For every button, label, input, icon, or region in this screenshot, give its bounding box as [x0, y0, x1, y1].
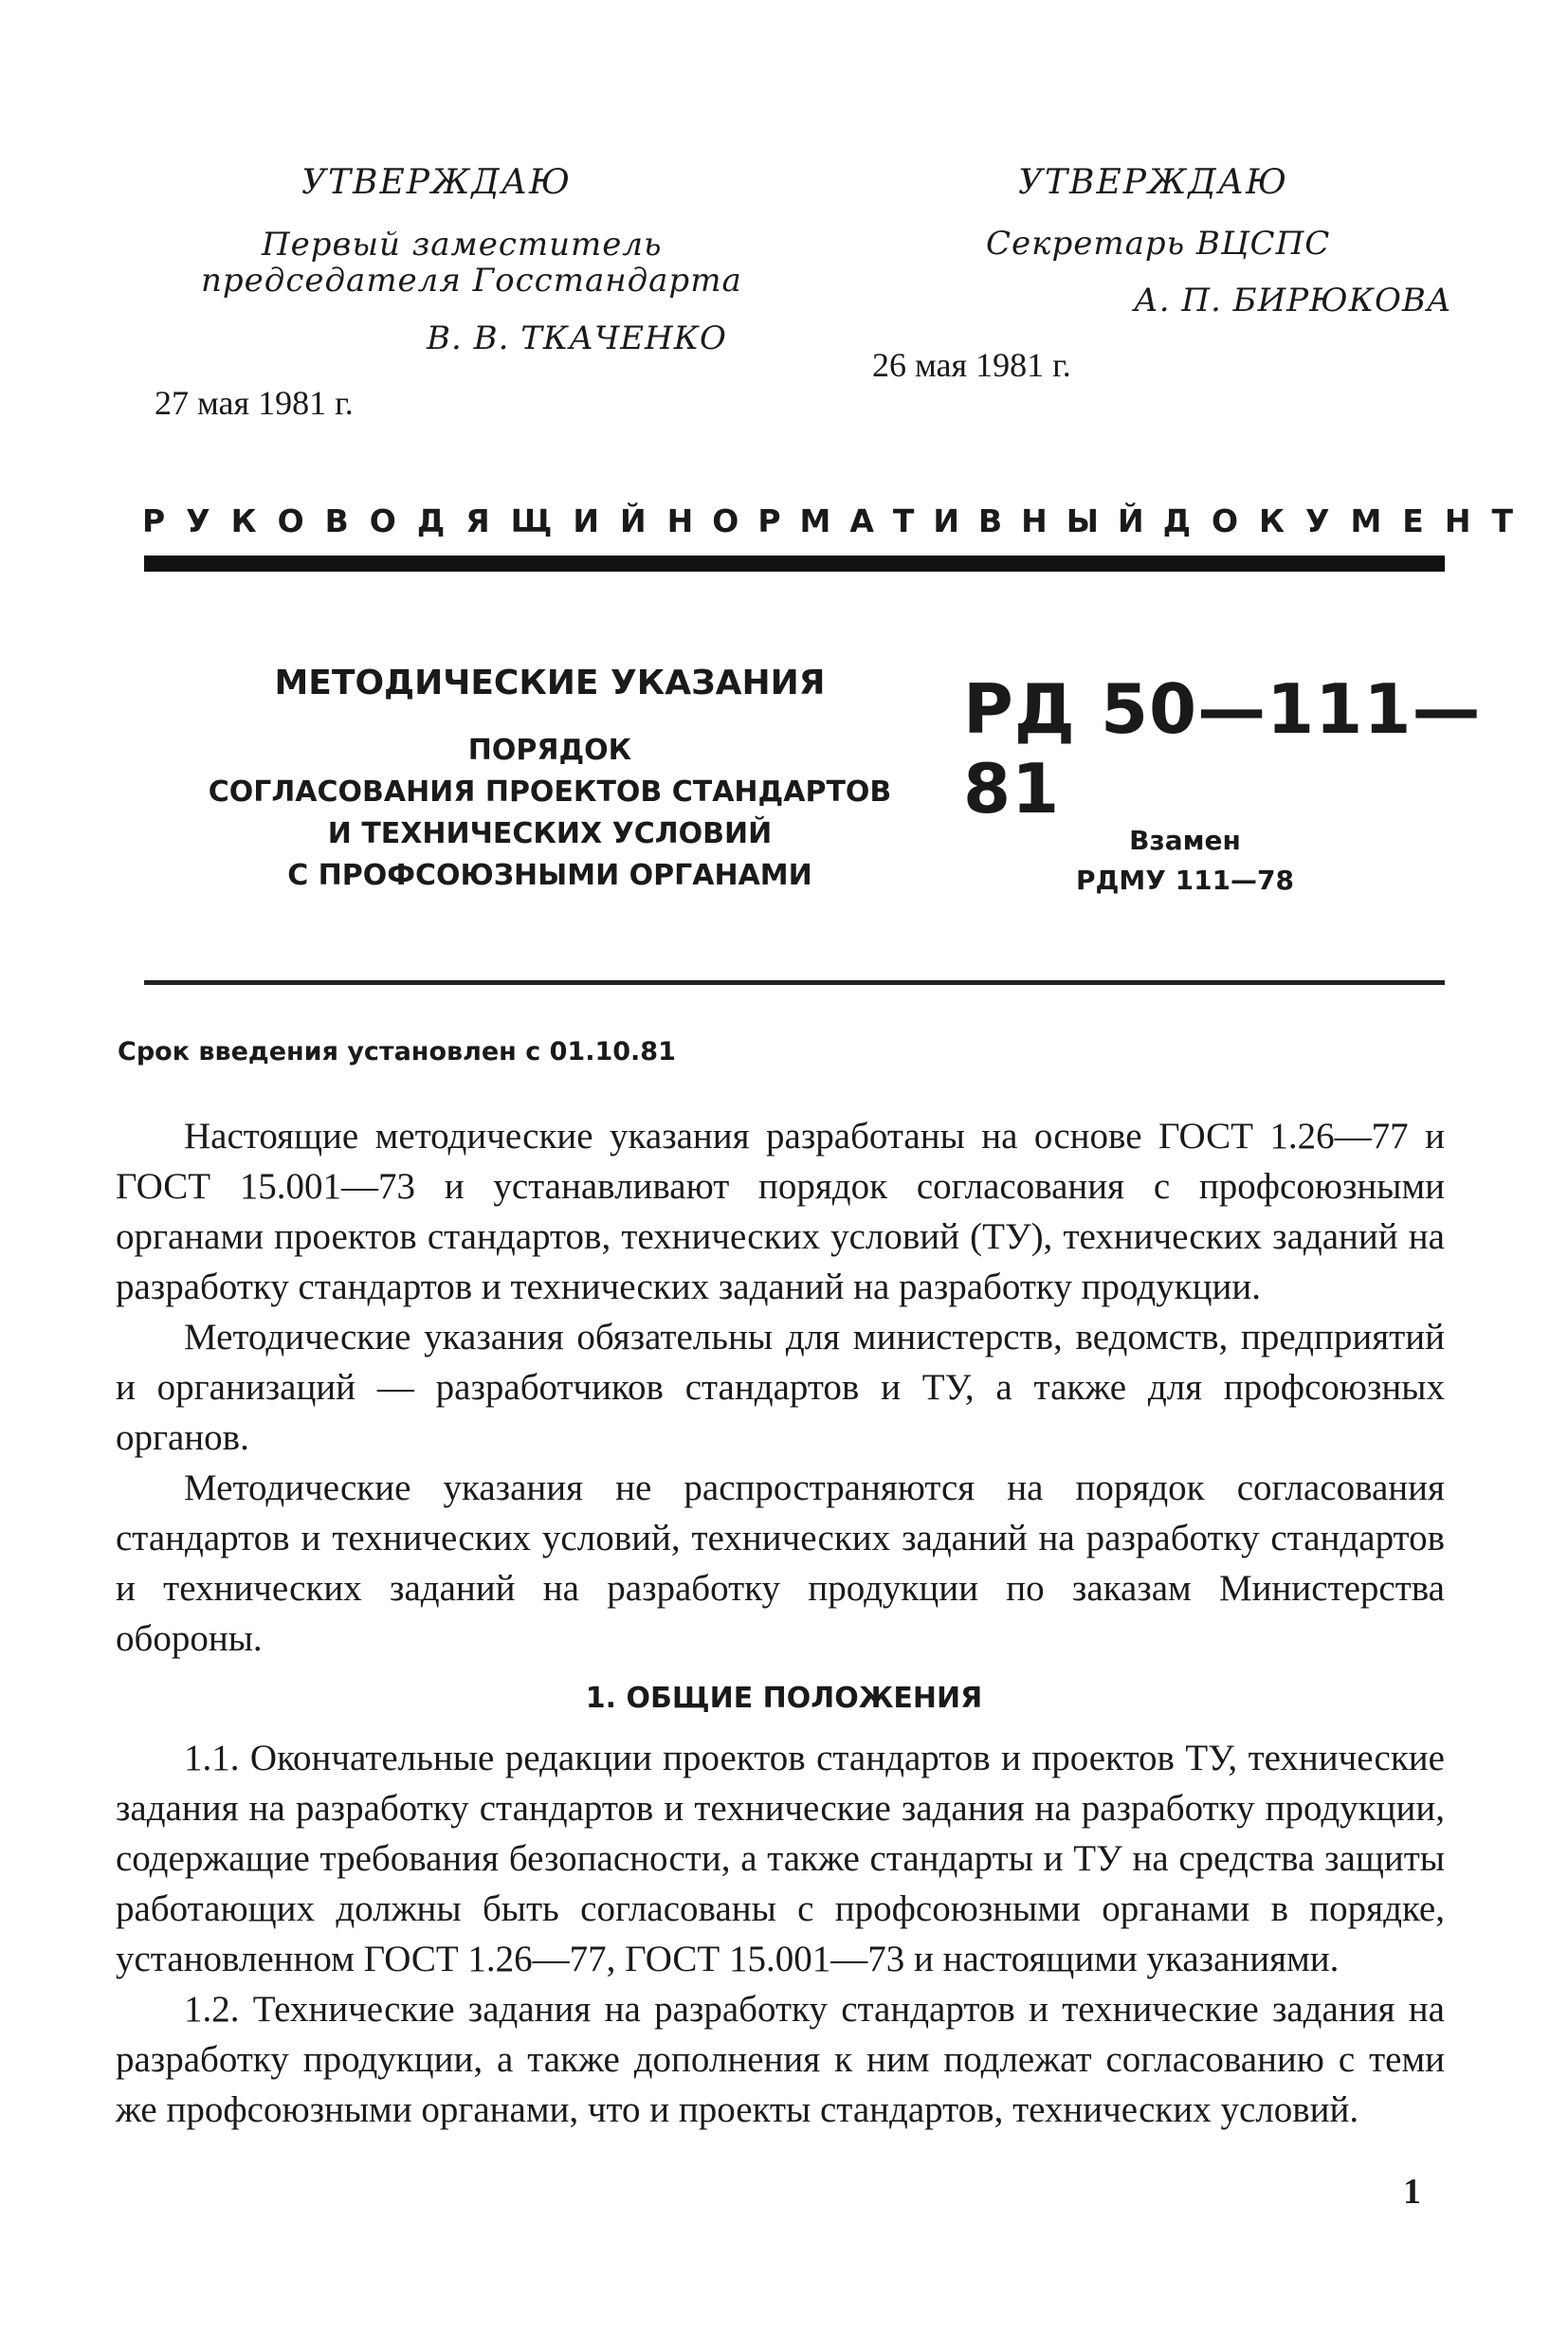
doc-title-line-2: СОГЛАСОВАНИЯ ПРОЕКТОВ СТАНДАРТОВ	[208, 775, 892, 809]
approval-right-heading: УТВЕРЖДАЮ	[1018, 163, 1288, 202]
doc-title-subtitle	[161, 730, 939, 897]
approval-right-position: Секретарь ВЦСПС	[986, 225, 1331, 263]
intro-paragraph: Методические указания обязательны для министерств, ведомств, предприятий и организаций — разработчиков стандартов и ТУ, а также для профсоюзных органов.	[116, 1317, 1445, 1458]
approval-left-position-line1: Первый заместитель	[262, 226, 663, 264]
intro-paragraph: Настоящие методические указания разработаны на основе ГОСТ 1.26—77 и ГОСТ 15.001—73 и устанавливают порядок согласования с профсоюзными органами проектов стандартов, технических условий (ТУ), технических заданий на разработку стандартов и технических заданий на разработку продукции.	[116, 1116, 1445, 1307]
doc-title-line-3: И ТЕХНИЧЕСКИХ УСЛОВИЙ	[327, 817, 773, 850]
banner-rule	[144, 556, 1445, 572]
section-paragraph: 1.2. Технические задания на разработку стандартов и технические задания на разработку продукции, а также дополнения к ним подлежат согласованию с теми же профсоюзными органами, что и проекты стандартов, технических условий.	[116, 1989, 1445, 2130]
page-number: 1	[1403, 2172, 1421, 2212]
approval-right-name: А. П. БИРЮКОВА	[1134, 282, 1452, 319]
approval-left-name: В. В. ТКАЧЕНКО	[427, 319, 727, 357]
document-type-banner	[142, 502, 1534, 539]
approval-right-date: 26 мая 1981 г.	[872, 346, 1071, 384]
approval-left-date: 27 мая 1981 г.	[155, 384, 354, 422]
banner-word-2: НОРМАТИВНЫЙ	[666, 502, 1163, 539]
intro-text	[116, 1111, 1445, 1664]
doc-title-line-1: ПОРЯДОК	[467, 734, 632, 767]
intro-paragraph: Методические указания не распространяются на порядок согласования стандартов и технических условий, технических заданий на разработку стандартов и технических заданий на разработку продукции по заказам Министерства обороны.	[116, 1467, 1445, 1659]
approval-left-heading: УТВЕРЖДАЮ	[301, 163, 572, 202]
section-paragraph: 1.1. Окончательные редакции проектов стандартов и проектов ТУ, технические задания на разработку стандартов и технические задания на разработку продукции, содержащие требования безопасности, а также стандарты и ТУ на средства защиты работающих должны быть согласованы с профсоюзными органами в порядке, установленном ГОСТ 1.26—77, ГОСТ 15.001—73 и настоящими указаниями.	[116, 1738, 1445, 1979]
banner-word-1: РУКОВОДЯЩИЙ	[142, 502, 667, 539]
title-rule	[144, 980, 1445, 985]
effective-date: Срок введения установлен с 01.10.81	[118, 1037, 676, 1066]
banner-word-3: ДОКУМЕНТ	[1162, 502, 1534, 539]
doc-title-main: МЕТОДИЧЕСКИЕ УКАЗАНИЯ	[274, 664, 826, 702]
replaces-code: РДМУ 111—78	[1075, 865, 1295, 896]
replaces-label: Взамен	[1129, 825, 1241, 856]
doc-title-line-4: С ПРОФСОЮЗНЫМИ ОРГАНАМИ	[287, 859, 812, 892]
section-text	[116, 1733, 1445, 2135]
section-heading: 1. ОБЩИЕ ПОЛОЖЕНИЯ	[585, 1682, 983, 1715]
replaces-block	[1071, 821, 1299, 901]
approval-left-position-line2: председателя Госстандарта	[201, 262, 742, 300]
doc-code: РД 50—111—81	[963, 669, 1482, 829]
